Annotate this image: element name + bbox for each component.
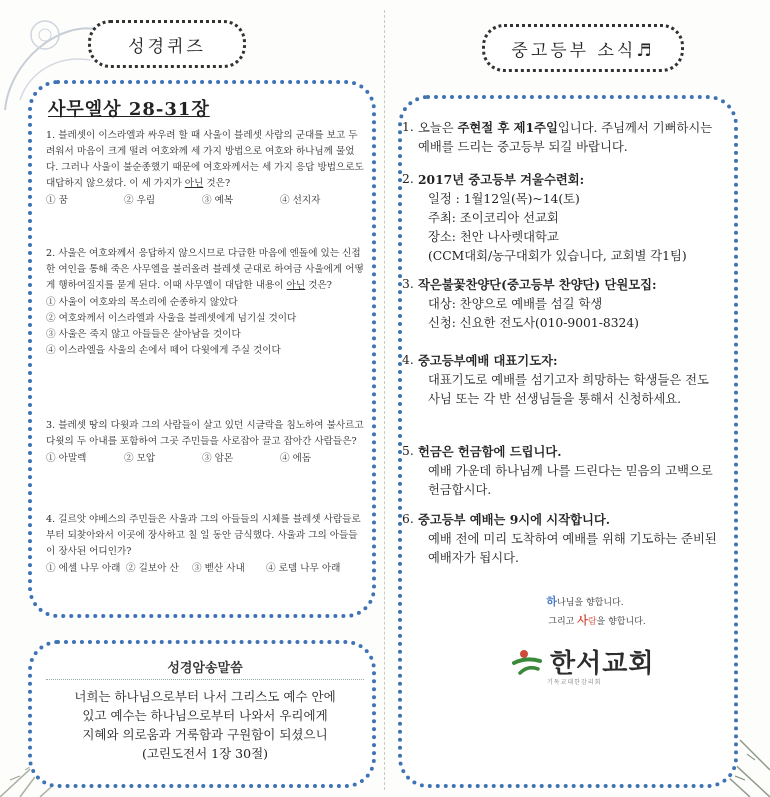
question-emphasis: 아닌 bbox=[286, 280, 306, 291]
news-header-pill bbox=[482, 24, 684, 72]
church-name: 한서교회 bbox=[550, 649, 655, 679]
quiz-question bbox=[46, 128, 364, 209]
church-logo bbox=[512, 643, 654, 680]
quiz-question bbox=[46, 246, 364, 359]
option[interactable]: ④ 선지자 bbox=[280, 195, 321, 206]
news-item: 2. 2017년 중고등부 겨울수련회: 일정 : 1월12일(목)~14(토) 주최: 조이코리아 선교회 장소: 천안 나사렛대학교 (CCM대회/농구대회가 있습니다, 교회별 각1팀) bbox=[402, 172, 687, 263]
option[interactable]: ① 에셀 나무 아래 bbox=[46, 563, 121, 574]
question-stem: 1. 블레셋이 이스라엘과 싸우려 할 때 사울이 블레셋 사람의 군대를 보고 두려워서 마음이 크게 떨려 여호와께 세 가지 방법으로 여호와 하나님께 물었다. 그러나 사울이 불순종했기 때문에 여호와께서는 세 가지 응답 방법으로도 대답하지 않으셨다. 이 세 가지가 bbox=[46, 130, 364, 189]
question-end: 것은? bbox=[206, 178, 231, 189]
option[interactable]: ④ 이스라엘을 사울의 손에서 떼어 다윗에게 주실 것이다 bbox=[46, 345, 281, 356]
option[interactable]: ④ 에돔 bbox=[280, 453, 312, 464]
option[interactable]: ③ 벧산 사내 bbox=[192, 563, 245, 574]
option[interactable]: ② 길보아 산 bbox=[126, 563, 179, 574]
option[interactable]: ① 아말렉 bbox=[46, 453, 87, 464]
option-list bbox=[46, 295, 364, 359]
verse-text bbox=[40, 687, 370, 763]
quiz-question bbox=[46, 418, 364, 467]
question-stem: 2. 사울은 여호와께서 응답하지 않으시므로 다급한 마음에 엔돌에 있는 신접한 여인을 통해 죽은 사무엘을 불러올려 블레셋 군대로 하여금 사울에게 어떻게 행하여질지를 묻게 된다. 이때 사무엘이 대답한 내용이 bbox=[46, 248, 364, 291]
news-item-title: 작은불꽃찬양단(중고등부 찬양단) 단원모집: bbox=[418, 277, 657, 292]
verse-line: 너희는 하나님으로부터 나서 그리스도 예수 안에 bbox=[74, 689, 336, 704]
church-denomination: 기독교대한감리회 bbox=[547, 679, 602, 686]
option[interactable]: ③ 예복 bbox=[202, 195, 234, 206]
question-stem: 3. 블레셋 땅의 다윗과 그의 사람들이 살고 있던 시글락을 침노하여 불사르고 다윗의 두 아내를 포함하여 그곳 주민들을 사로잡아 끌고 잡아간 사람들은? bbox=[46, 420, 364, 447]
quiz-header-pill bbox=[88, 20, 246, 68]
question-emphasis: 아닌 bbox=[184, 178, 204, 189]
verse-line: 지혜와 의로움과 거룩함과 구원함이 되셨으니 bbox=[82, 727, 328, 742]
news-item-title: 2017년 중고등부 겨울수련회: bbox=[418, 172, 585, 187]
option[interactable]: ③ 암몬 bbox=[202, 453, 234, 464]
option[interactable]: ④ 로뎀 나무 아래 bbox=[266, 563, 341, 574]
quiz-header: 성경퀴즈 bbox=[128, 36, 206, 57]
verse-header: 성경암송말씀 bbox=[46, 653, 364, 680]
church-emblem-icon bbox=[512, 647, 546, 677]
verse-reference: (고린도전서 1장 30절) bbox=[141, 746, 269, 761]
news-item-title: 중고등부 예배는 9시에 시작합니다. bbox=[418, 512, 610, 527]
fold-line bbox=[384, 10, 385, 790]
option[interactable]: ② 모압 bbox=[124, 453, 156, 464]
option-list bbox=[46, 451, 364, 467]
motto: 하나님을 향합니다. 그리고 사람을 향합니다. bbox=[546, 595, 646, 627]
verse-line: 있고 예수는 하나님으로부터 나와서 우리에게 bbox=[82, 708, 328, 723]
news-item: 4. 중고등부예배 대표기도자: 대표기도로 예배를 섬기고자 희망하는 학생들은 전도사님 또는 각 반 선생님들을 통해서 신청하세요. bbox=[402, 353, 709, 406]
news-item-title: 헌금은 헌금함에 드립니다. bbox=[418, 444, 562, 459]
news-item: 3. 작은불꽃찬양단(중고등부 찬양단) 단원모집: 대상: 찬양으로 예배를 섬길 학생 신청: 신요한 전도사(010-9001-8324) bbox=[402, 277, 657, 330]
option[interactable]: ① 사울이 여호와의 목소리에 순종하지 않았다 bbox=[46, 297, 238, 308]
option[interactable]: ② 여호와께서 이스라엘과 사울을 블레셋에게 넘기실 것이다 bbox=[46, 313, 297, 324]
quiz-question bbox=[46, 512, 364, 577]
option[interactable]: ③ 사울은 죽지 않고 아들들은 살아남을 것이다 bbox=[46, 329, 241, 340]
news-item: 6. 중고등부 예배는 9시에 시작합니다. 예배 전에 미리 도착하여 예배를 위해 기도하는 준비된 예배자가 됩시다. bbox=[402, 512, 717, 565]
news-header: 중고등부 소식♬ bbox=[511, 40, 655, 61]
question-stem: 4. 길르앗 야베스의 주민들은 사울과 그의 아들들의 시체를 블레셋 사람들로부터 되찾아와서 이곳에 장사하고 칠 일 동안 금식했다. 사울과 그의 아들들이 장사된 어디인가? bbox=[46, 514, 361, 557]
option[interactable]: ① 꿈 bbox=[46, 195, 68, 206]
news-item-title: 중고등부예배 대표기도자: bbox=[418, 353, 558, 368]
option[interactable]: ② 우림 bbox=[124, 195, 156, 206]
news-item: 5. 헌금은 헌금함에 드립니다. 예배 가운데 하나님께 나를 드린다는 믿음의 고백으로 헌금합시다. bbox=[402, 444, 713, 497]
quiz-title: 사무엘상 28-31장 bbox=[48, 99, 210, 120]
question-end: 것은? bbox=[308, 280, 332, 291]
option-list bbox=[46, 561, 364, 577]
option-list bbox=[46, 193, 364, 209]
news-item: 1. 오늘은 주현절 후 제1주일입니다. 주님께서 기뻐하시는 예배를 드리는 중고등부 되길 바랍니다. bbox=[402, 120, 713, 154]
